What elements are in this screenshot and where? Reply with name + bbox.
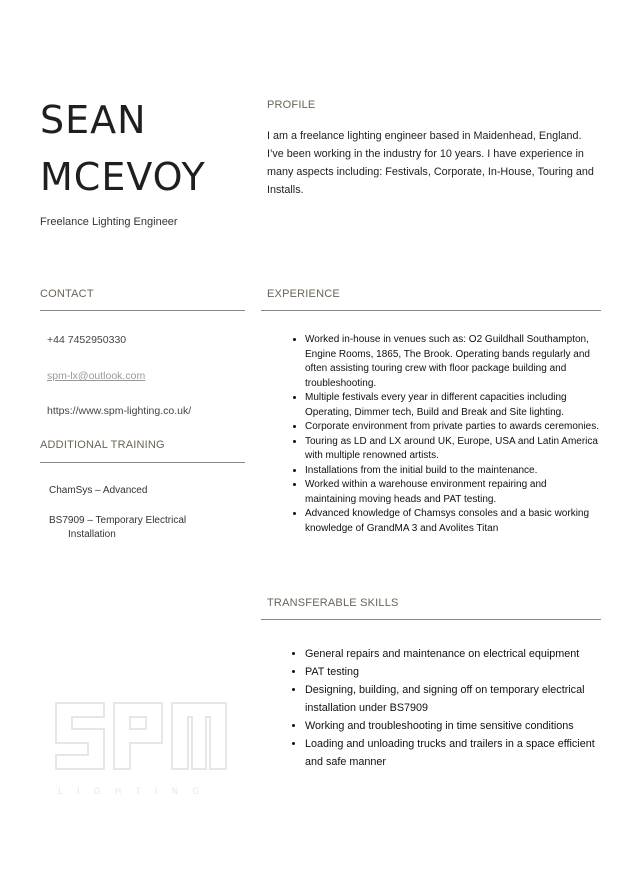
training-item bbox=[49, 514, 229, 542]
skill-item: • Working and troubleshooting in time sensitive conditions bbox=[305, 717, 605, 735]
training-item-text: ChamSys – Advanced bbox=[49, 485, 148, 496]
contact-email-link[interactable]: spm-lx@outlook.com bbox=[47, 370, 146, 382]
training-heading: ADDITIONAL TRAINING bbox=[40, 439, 165, 451]
skill-item: • PAT testing bbox=[305, 663, 605, 681]
experience-item: • Advanced knowledge of Chamsys consoles and a basic working knowledge of GrandMA 3 and Avolites Titan bbox=[305, 507, 600, 536]
skill-item: • General repairs and maintenance on electrical equipment bbox=[305, 645, 605, 663]
experience-item: • Corporate environment from private parties to awards ceremonies. bbox=[305, 420, 600, 435]
logo-letter-m bbox=[172, 703, 226, 769]
training-item-text-cont: Installation bbox=[68, 529, 116, 540]
experience-list bbox=[267, 333, 600, 536]
logo-subtext: LIGHTING bbox=[58, 787, 214, 797]
contact-divider bbox=[40, 310, 245, 311]
experience-item: • Touring as LD and LX around UK, Europe, USA and Latin America with multiple renowned artists. bbox=[305, 435, 600, 464]
training-item-text: BS7909 – Temporary Electrical bbox=[49, 515, 187, 526]
logo-letter-p bbox=[114, 703, 162, 769]
training-divider bbox=[40, 462, 245, 463]
experience-item: • Installations from the initial build to the maintenance. bbox=[305, 464, 600, 479]
experience-item: • Worked within a warehouse environment repairing and maintaining moving heads and PAT testing. bbox=[305, 478, 600, 507]
skills-list bbox=[267, 645, 605, 771]
profile-heading: PROFILE bbox=[267, 99, 316, 111]
name-last: MCEVOY bbox=[40, 155, 206, 199]
skill-item: • Designing, building, and signing off on temporary electrical installation under BS7909 bbox=[305, 681, 605, 717]
name-first: SEAN bbox=[40, 98, 147, 142]
training-item bbox=[49, 484, 229, 498]
experience-item: • Worked in-house in venues such as: O2 Guildhall Southampton, Engine Rooms, 1865, The Brook. Operating bands regularly and often assisting touring crew with floor package building and troubleshooting. bbox=[305, 333, 600, 391]
skills-divider bbox=[261, 619, 601, 620]
job-title: Freelance Lighting Engineer bbox=[40, 216, 178, 228]
spm-logo-watermark bbox=[52, 695, 230, 799]
skill-item: • Loading and unloading trucks and trailers in a space efficient and safe manner bbox=[305, 735, 605, 771]
logo-letter-s bbox=[56, 703, 104, 769]
profile-text: I am a freelance lighting engineer based in Maidenhead, England. I’ve been working in the industry for 10 years. I have experience in many aspects including: Festivals, Corporate, In-House, Touring and Installs. bbox=[267, 130, 594, 196]
experience-heading: EXPERIENCE bbox=[267, 288, 340, 300]
skills-heading: TRANSFERABLE SKILLS bbox=[267, 597, 399, 609]
experience-divider bbox=[261, 310, 601, 311]
contact-website-link[interactable]: https://www.spm-lighting.co.uk/ bbox=[47, 405, 192, 417]
contact-phone: +44 7452950330 bbox=[47, 334, 127, 346]
contact-heading: CONTACT bbox=[40, 288, 94, 300]
experience-item: • Multiple festivals every year in different capacities including Operating, Dimmer tech, Build and Break and Site lighting. bbox=[305, 391, 600, 420]
